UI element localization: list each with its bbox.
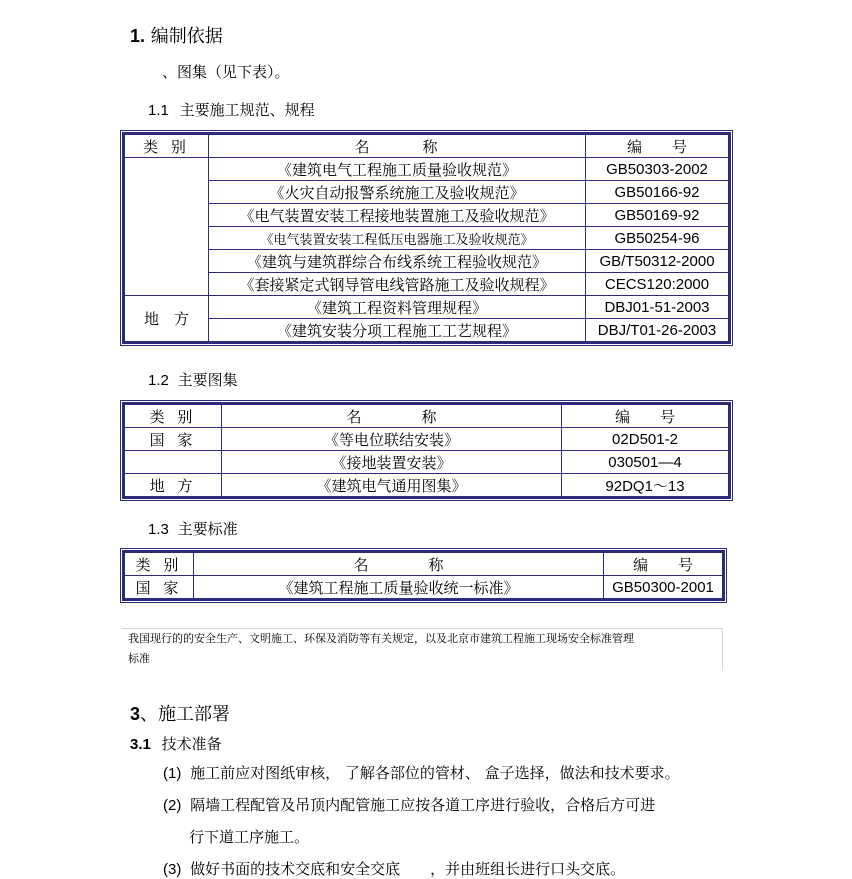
table-row	[124, 227, 730, 250]
subheading-number: 1.1	[148, 102, 169, 119]
subheading-number: 1.2	[148, 372, 169, 389]
table-header-row	[124, 552, 724, 576]
category-cell	[124, 451, 222, 474]
item-number: (1)	[163, 765, 182, 782]
table-row	[124, 250, 730, 273]
code-cell: GB50300-2001	[604, 576, 724, 600]
section-number: 1.	[130, 26, 146, 46]
subheading-1-1	[148, 99, 315, 120]
section-title: 编制依据	[150, 26, 223, 47]
table-row	[124, 451, 730, 474]
item-text: 施工前应对图纸审核， 了解各部位的管材、 盒子选择，做法和技术要求。	[190, 764, 680, 782]
category-cell: 国 家	[124, 428, 222, 451]
subheading-title: 主要施工规范、规程	[179, 101, 315, 119]
list-item	[163, 762, 680, 783]
section-heading-1	[130, 22, 223, 48]
header-name: 名 称	[209, 134, 586, 158]
intro-line: 、图集（见下表）。	[162, 63, 290, 81]
table-row	[124, 296, 730, 319]
code-cell: GB50254-96	[586, 227, 730, 250]
subheading-title: 主要图集	[177, 371, 238, 389]
list-item	[163, 858, 625, 879]
code-cell: GB50303-2002	[586, 158, 730, 181]
code-cell: GB50169-92	[586, 204, 730, 227]
name-cell: 《电气装置安装工程低压电器施工及验收规范》	[209, 227, 586, 250]
table-row	[124, 158, 730, 181]
list-item-continuation	[189, 826, 309, 847]
table-row	[124, 576, 724, 600]
header-code: 编 号	[562, 404, 730, 428]
note-line: 标准	[128, 652, 150, 665]
category-cell: 国 家	[124, 576, 194, 600]
subheading-number: 1.3	[148, 521, 169, 538]
name-cell: 《电气装置安装工程接地装置施工及验收规范》	[209, 204, 586, 227]
item-number: (2)	[163, 797, 182, 814]
table-row	[124, 181, 730, 204]
header-name: 名 称	[194, 552, 604, 576]
header-code: 编 号	[604, 552, 724, 576]
subheading-title: 主要标准	[177, 520, 238, 538]
atlas-table	[122, 402, 731, 499]
specs-table	[122, 132, 731, 344]
header-category: 类 别	[124, 404, 222, 428]
header-category: 类 别	[124, 134, 209, 158]
subheading-3-1	[130, 733, 222, 754]
item-number: (3)	[163, 861, 182, 878]
subheading-number: 3.1	[130, 736, 151, 753]
header-name: 名 称	[222, 404, 562, 428]
name-cell: 《建筑工程施工质量验收统一标准》	[194, 576, 604, 600]
list-item	[163, 794, 655, 815]
header-code: 编 号	[586, 134, 730, 158]
code-cell: GB/T50312-2000	[586, 250, 730, 273]
header-category: 类 别	[124, 552, 194, 576]
table-row	[124, 428, 730, 451]
section-heading-3	[130, 700, 230, 726]
table-row	[124, 474, 730, 498]
section-number: 3	[130, 704, 141, 724]
code-cell: 030501—4	[562, 451, 730, 474]
code-cell: 92DQ1～13	[562, 474, 730, 498]
name-cell: 《建筑电气通用图集》	[222, 474, 562, 498]
subheading-1-2	[148, 369, 238, 390]
table-header-row	[124, 134, 730, 158]
name-cell: 《火灾自动报警系统施工及验收规范》	[209, 181, 586, 204]
name-cell: 《建筑与建筑群综合布线系统工程验收规范》	[209, 250, 586, 273]
code-cell: DBJ01-51-2003	[586, 296, 730, 319]
table-row	[124, 204, 730, 227]
subheading-title: 技术准备	[161, 735, 222, 753]
category-cell	[124, 158, 209, 296]
name-cell: 《接地装置安装》	[222, 451, 562, 474]
section-title: 、施工部署	[140, 704, 231, 725]
subheading-1-3	[148, 518, 238, 539]
item-text: 做好书面的技术交底和安全交底 ，并由班组长进行口头交底。	[190, 860, 626, 878]
name-cell: 《套接紧定式钢导管电线管路施工及验收规程》	[209, 273, 586, 296]
category-cell: 地 方	[124, 474, 222, 498]
name-cell: 《建筑工程资料管理规程》	[209, 296, 586, 319]
regulations-note	[122, 628, 723, 671]
name-cell: 《建筑电气工程施工质量验收规范》	[209, 158, 586, 181]
name-cell: 《建筑安装分项工程施工工艺规程》	[209, 319, 586, 343]
code-cell: CECS120:2000	[586, 273, 730, 296]
name-cell: 《等电位联结安装》	[222, 428, 562, 451]
standards-table	[122, 550, 725, 601]
item-text: 隔墙工程配管及吊顶内配管施工应按各道工序进行验收，合格后方可进	[190, 796, 656, 814]
category-cell: 地 方	[124, 296, 209, 343]
item-text: 行下道工序施工。	[189, 828, 310, 846]
table-header-row	[124, 404, 730, 428]
code-cell: GB50166-92	[586, 181, 730, 204]
table-row	[124, 273, 730, 296]
code-cell: DBJ/T01-26-2003	[586, 319, 730, 343]
note-line: 我国现行的的安全生产、文明施工、环保及消防等有关规定，以及北京市建筑工程施工现场安全标准管理	[128, 632, 634, 645]
table-row	[124, 319, 730, 343]
code-cell: 02D501-2	[562, 428, 730, 451]
